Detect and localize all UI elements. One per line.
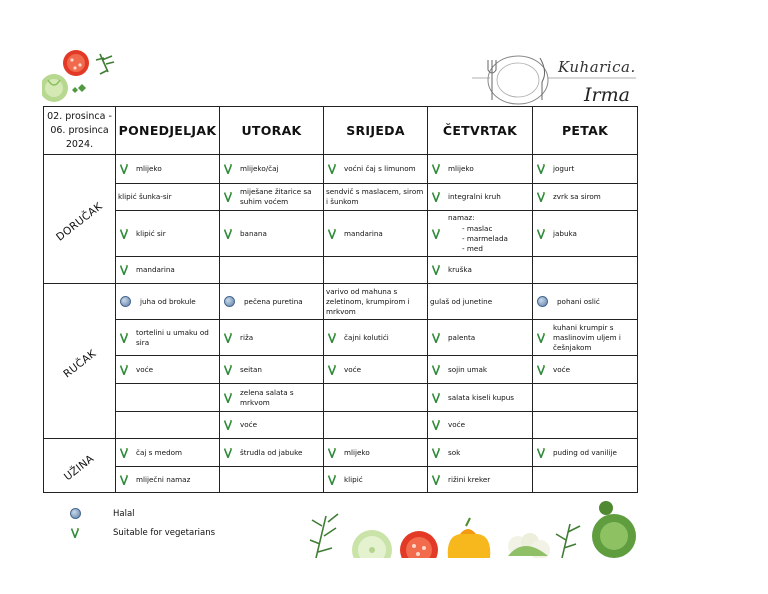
menu-item-text: banana <box>240 228 267 238</box>
vegetarian-icon <box>120 229 128 239</box>
breakfast-row <box>44 211 638 257</box>
vegetarian-icon <box>328 229 336 239</box>
legend-vegetarian <box>68 528 215 538</box>
menu-item-text: puding od vanilije <box>553 447 617 457</box>
menu-item-text: voće <box>136 364 154 374</box>
menu-item-text: mliječni namaz <box>136 474 191 484</box>
menu-item <box>428 418 532 432</box>
header-row <box>44 107 638 155</box>
vegetarian-icon <box>432 448 440 458</box>
spread-option: - maslac <box>462 224 508 234</box>
vegetarian-icon <box>432 365 440 375</box>
menu-item <box>116 227 219 241</box>
menu-cell-tuesday <box>220 467 324 493</box>
menu-item <box>220 446 323 460</box>
snack-row <box>44 439 638 467</box>
menu-item <box>116 446 219 460</box>
menu-item <box>116 162 219 176</box>
vegetables-decoration-top-left <box>42 50 126 106</box>
menu-cell-tuesday <box>220 284 324 320</box>
vegetarian-icon <box>432 229 440 239</box>
meal-label-breakfast <box>44 155 116 284</box>
vegetarian-icon <box>224 420 232 430</box>
menu-cell-friday <box>533 439 638 467</box>
menu-item-text: mlijeko <box>344 447 370 457</box>
vegetarian-icon <box>224 229 232 239</box>
menu-item-text: voćni čaj s limunom <box>344 164 416 173</box>
meal-label-snack <box>44 439 116 493</box>
vegetarian-icon <box>120 475 128 485</box>
menu-item <box>428 190 532 204</box>
menu-item-text: voće <box>240 420 258 429</box>
menu-item-text: čajni kolutići <box>344 332 389 342</box>
menu-item-text: štrudla od jabuke <box>240 447 303 457</box>
menu-item-text: pečena puretina <box>244 296 303 306</box>
menu-item <box>428 363 532 377</box>
menu-item <box>220 331 323 345</box>
menu-item <box>428 331 532 345</box>
halal-icon <box>537 296 548 307</box>
menu-item <box>428 391 532 405</box>
menu-item <box>324 473 427 487</box>
vegetarian-icon <box>432 333 440 343</box>
menu-item-text: seitan <box>240 364 262 374</box>
menu-cell-thursday <box>428 284 533 320</box>
menu-cell-wednesday <box>324 155 428 184</box>
vegetarian-icon <box>432 393 440 403</box>
menu-item <box>116 263 219 277</box>
menu-cell-friday <box>533 184 638 211</box>
menu-cell-monday <box>116 155 220 184</box>
halal-icon <box>120 296 131 307</box>
menu-item-text: sendvič s maslacem, sirom i šunkom <box>326 187 424 206</box>
menu-cell-wednesday <box>324 211 428 257</box>
day-header-monday: PONEDJELJAK <box>116 107 220 155</box>
menu-cell-thursday <box>428 155 533 184</box>
menu-cell-thursday <box>428 257 533 284</box>
menu-cell-tuesday <box>220 320 324 356</box>
meal-label-text: DORUČAK <box>54 199 105 244</box>
menu-item-text: namaz: <box>448 213 475 222</box>
menu-cell-thursday <box>428 384 533 412</box>
menu-item-text: čaj s medom <box>136 447 183 457</box>
menu-cell-monday <box>116 412 220 439</box>
vegetarian-icon <box>537 229 545 239</box>
menu-cell-monday <box>116 467 220 493</box>
menu-item <box>116 192 219 202</box>
menu-item <box>428 473 532 487</box>
menu-item <box>428 211 532 256</box>
menu-item <box>220 418 323 432</box>
menu-item-text: rižini kreker <box>448 474 491 484</box>
menu-item <box>324 363 427 377</box>
meal-label-text: RUČAK <box>60 347 99 380</box>
lunch-row <box>44 412 638 439</box>
snack-row <box>44 467 638 493</box>
menu-item-text: kuhani krumpir s maslinovim uljem i češnjakom <box>553 322 621 352</box>
menu-item-text: juha od brokule <box>140 296 196 306</box>
vegetarian-icon <box>224 393 232 403</box>
brand-name-line1: Kuharica. <box>558 58 636 76</box>
menu-cell-monday <box>116 356 220 384</box>
menu-item <box>533 227 637 241</box>
menu-cell-monday <box>116 439 220 467</box>
menu-item <box>533 294 637 309</box>
menu-cell-thursday <box>428 184 533 211</box>
vegetarian-icon <box>537 448 545 458</box>
day-header-wednesday: SRIJEDA <box>324 107 428 155</box>
menu-cell-thursday <box>428 211 533 257</box>
vegetarian-icon <box>328 448 336 458</box>
menu-cell-tuesday <box>220 439 324 467</box>
menu-item <box>116 473 219 487</box>
menu-item-text: jabuka <box>553 228 577 238</box>
menu-cell-wednesday <box>324 257 428 284</box>
menu-cell-friday <box>533 384 638 412</box>
vegetarian-icon <box>432 420 440 430</box>
menu-item-text: klipić šunka-sir <box>118 192 172 201</box>
vegetarian-icon <box>537 333 545 343</box>
vegetarian-icon <box>224 365 232 375</box>
vegetarian-icon <box>224 192 232 202</box>
menu-cell-wednesday <box>324 284 428 320</box>
menu-cell-monday <box>116 184 220 211</box>
menu-cell-monday <box>116 320 220 356</box>
menu-cell-wednesday <box>324 439 428 467</box>
breakfast-row <box>44 257 638 284</box>
menu-item <box>533 190 637 204</box>
vegetarian-icon <box>71 528 79 538</box>
menu-item <box>220 185 323 209</box>
vegetarian-icon <box>537 192 545 202</box>
menu-item <box>428 446 532 460</box>
menu-item <box>428 263 532 277</box>
menu-cell-thursday <box>428 356 533 384</box>
menu-cell-thursday <box>428 467 533 493</box>
menu-item-text: miješane žitarice sa suhim voćem <box>240 187 312 206</box>
legend-halal <box>68 508 135 519</box>
menu-item-text: zvrk sa sirom <box>553 192 601 201</box>
menu-item-text: integralni kruh <box>448 192 501 201</box>
legend-label: Suitable for vegetarians <box>113 528 216 538</box>
lunch-row <box>44 284 638 320</box>
menu-item-text: mlijeko/čaj <box>240 164 279 173</box>
menu-cell-thursday <box>428 439 533 467</box>
menu-item-text: kruška <box>448 265 472 274</box>
menu-item-text: mlijeko <box>448 164 474 173</box>
menu-cell-tuesday <box>220 384 324 412</box>
menu-item-text: mlijeko <box>136 164 162 173</box>
spread-options-list <box>448 224 508 254</box>
weekly-menu-table <box>43 106 638 493</box>
menu-item <box>533 162 637 176</box>
menu-item-text: voće <box>448 420 466 429</box>
vegetarian-icon <box>224 164 232 174</box>
menu-item-text: gulaš od junetine <box>430 296 493 306</box>
menu-item <box>533 446 637 460</box>
menu-item-text: salata kiseli kupus <box>448 392 515 402</box>
menu-cell-thursday <box>428 320 533 356</box>
menu-item-text: riža <box>240 332 254 342</box>
menu-item-text: klipić sir <box>136 228 166 238</box>
menu-item-text: voće <box>553 364 571 374</box>
day-header-thursday: ČETVRTAK <box>428 107 533 155</box>
menu-cell-monday <box>116 211 220 257</box>
breakfast-row <box>44 155 638 184</box>
menu-cell-friday <box>533 320 638 356</box>
menu-item-text: jogurt <box>553 164 575 173</box>
menu-item-text: voće <box>344 364 362 374</box>
menu-item <box>220 386 323 410</box>
menu-item <box>428 162 532 176</box>
menu-cell-wednesday <box>324 412 428 439</box>
legend-label: Halal <box>113 508 135 519</box>
menu-item <box>220 227 323 241</box>
vegetarian-icon <box>224 448 232 458</box>
menu-cell-friday <box>533 467 638 493</box>
menu-item <box>324 331 427 345</box>
menu-item <box>220 363 323 377</box>
menu-item-text: tortelini u umaku od sira <box>136 327 209 347</box>
vegetarian-icon <box>120 164 128 174</box>
menu-cell-tuesday <box>220 211 324 257</box>
menu-cell-tuesday <box>220 184 324 211</box>
menu-cell-monday <box>116 384 220 412</box>
day-header-friday: PETAK <box>533 107 638 155</box>
menu-cell-wednesday <box>324 320 428 356</box>
menu-cell-tuesday <box>220 257 324 284</box>
halal-icon <box>70 508 81 519</box>
vegetarian-icon <box>120 265 128 275</box>
menu-item-text: palenta <box>448 332 476 342</box>
menu-cell-wednesday <box>324 384 428 412</box>
menu-item-text: sojin umak <box>448 364 488 374</box>
vegetarian-icon <box>328 475 336 485</box>
vegetables-decoration-bottom <box>308 496 638 558</box>
vegetarian-icon <box>537 365 545 375</box>
menu-item <box>324 227 427 241</box>
menu-item <box>324 162 427 176</box>
date-range: 02. prosinca - 06. prosinca 2024. <box>44 107 116 155</box>
menu-cell-thursday <box>428 412 533 439</box>
menu-cell-friday <box>533 211 638 257</box>
menu-cell-tuesday <box>220 356 324 384</box>
vegetarian-icon <box>432 164 440 174</box>
menu-item <box>220 162 323 176</box>
menu-cell-tuesday <box>220 155 324 184</box>
menu-item <box>533 363 637 377</box>
brand-name-line2: Irma <box>584 84 630 106</box>
meal-label-text: UŽINA <box>62 452 97 484</box>
breakfast-row <box>44 184 638 211</box>
menu-item <box>116 326 219 350</box>
menu-item <box>428 297 532 307</box>
vegetarian-icon <box>537 164 545 174</box>
menu-item-text: pohani oslić <box>557 296 600 306</box>
menu-item <box>324 187 427 207</box>
menu-cell-monday <box>116 284 220 320</box>
menu-cell-tuesday <box>220 412 324 439</box>
vegetarian-icon <box>432 192 440 202</box>
menu-item-text: varivo od mahuna s zeletinom, krumpirom i mrkvom <box>326 286 410 316</box>
halal-icon <box>224 296 235 307</box>
menu-item-text: zelena salata s mrkvom <box>240 387 294 407</box>
menu-item <box>533 321 637 355</box>
menu-item <box>220 294 323 309</box>
day-header-tuesday: UTORAK <box>220 107 324 155</box>
vegetarian-icon <box>224 333 232 343</box>
menu-item-text: mandarina <box>136 265 175 274</box>
vegetarian-icon <box>120 333 128 343</box>
lunch-row <box>44 356 638 384</box>
lunch-row <box>44 384 638 412</box>
meal-label-lunch <box>44 284 116 439</box>
vegetarian-icon <box>432 265 440 275</box>
vegetarian-icon <box>120 448 128 458</box>
menu-cell-wednesday <box>324 467 428 493</box>
menu-cell-friday <box>533 284 638 320</box>
spread-option: - marmelada <box>462 234 508 244</box>
menu-cell-friday <box>533 257 638 284</box>
menu-item <box>116 363 219 377</box>
menu-cell-wednesday <box>324 184 428 211</box>
menu-item-text: mandarina <box>344 228 383 238</box>
vegetarian-icon <box>432 475 440 485</box>
vegetarian-icon <box>328 164 336 174</box>
menu-cell-wednesday <box>324 356 428 384</box>
lunch-row <box>44 320 638 356</box>
spread-option: - med <box>462 244 508 254</box>
menu-cell-friday <box>533 155 638 184</box>
vegetarian-icon <box>328 365 336 375</box>
menu-item <box>116 294 219 309</box>
vegetarian-icon <box>120 365 128 375</box>
menu-item <box>324 287 427 317</box>
menu-cell-friday <box>533 356 638 384</box>
vegetarian-icon <box>328 333 336 343</box>
menu-cell-monday <box>116 257 220 284</box>
menu-item <box>324 446 427 460</box>
menu-item-text: sok <box>448 447 461 457</box>
menu-cell-friday <box>533 412 638 439</box>
menu-item-text: klipić <box>344 474 363 484</box>
